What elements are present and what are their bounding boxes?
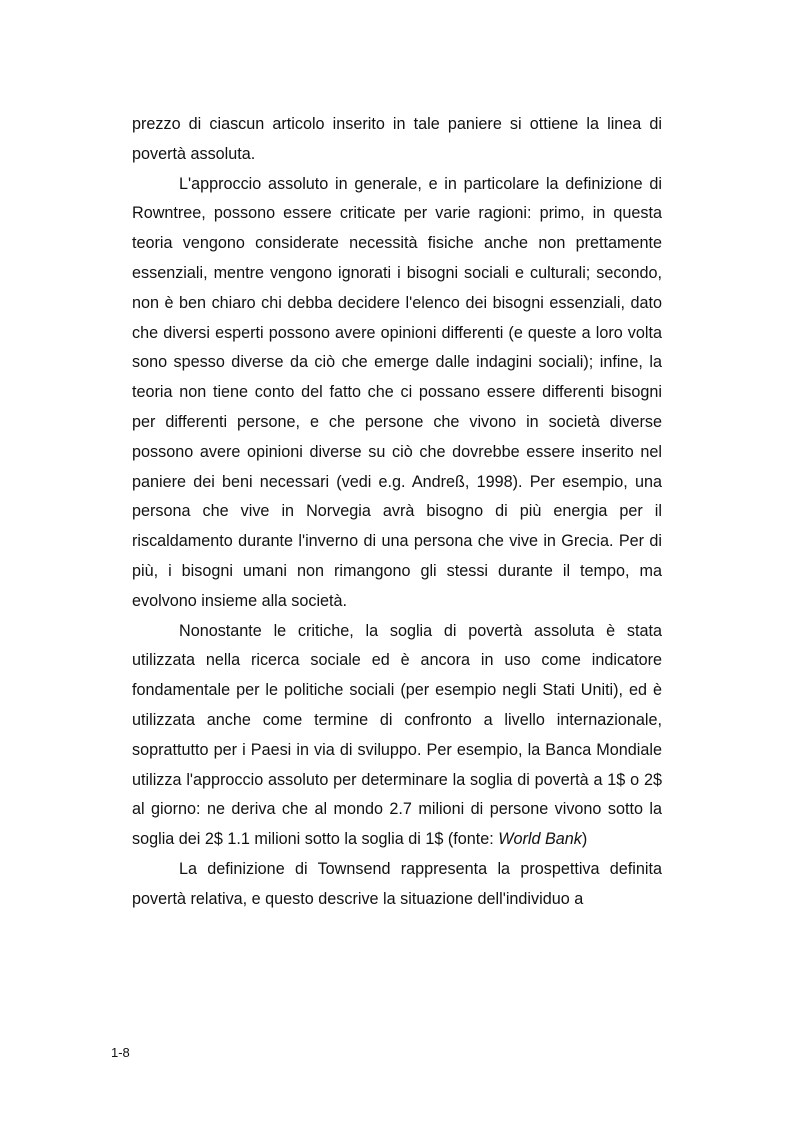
paragraph-3 <box>132 617 662 855</box>
paragraph-4: La definizione di Townsend rappresenta la prospettiva definita povertà relativa, e questo descrive la situazione dell'individuo a <box>132 859 662 908</box>
paragraph-1: prezzo di ciascun articolo inserito in tale paniere si ottiene la linea di povertà assoluta. <box>132 115 662 163</box>
paragraph-3-text-after: ) <box>581 830 588 849</box>
body-text <box>132 110 662 915</box>
source-citation: World Bank <box>498 830 582 849</box>
page-number: 1-8 <box>111 1045 130 1060</box>
paragraph-3-text-before: Nonostante le critiche, la soglia di povertà assoluta è stata utilizzata nella ricerca sociale ed è ancora in uso come indicatore fondamentale per le politiche sociali (per esempio negli Stati Uniti), ed è utilizzata anche come termine di confronto a livello internazionale, soprattutto per i Paesi in via di sviluppo. Per esempio, la Banca Mondiale utilizza l'approccio assoluto per determinare la soglia di povertà a 1$ o 2$ al giorno: ne deriva che al mondo 2.7 milioni di persone vivono sotto la soglia dei 2$ 1.1 milioni sotto la soglia di 1$ (fonte: <box>132 621 662 849</box>
paragraph-2: L'approccio assoluto in generale, e in particolare la definizione di Rowntree, possono essere criticate per varie ragioni: primo, in questa teoria vengono considerate necessità fisiche anche non prettamente essenziali, mentre vengono ignorati i bisogni sociali e culturali; secondo, non è ben chiaro chi debba decidere l'elenco dei bisogni essenziali, dato che diversi esperti possono avere opinioni differenti (e queste a loro volta sono spesso diverse da ciò che emerge dalle indagini sociali); infine, la teoria non tiene conto del fatto che ci possano essere differenti bisogni per differenti persone, e che persone che vivono in società diverse possono avere opinioni diverse su ciò che dovrebbe essere inserito nel paniere dei beni necessari (vedi e.g. Andreß, 1998). Per esempio, una persona che vive in Norvegia avrà bisogno di più energia per il riscaldamento durante l'inverno di una persona che vive in Grecia. Per di più, i bisogni umani non rimangono gli stessi durante il tempo, ma evolvono insieme alla società. <box>132 174 662 610</box>
